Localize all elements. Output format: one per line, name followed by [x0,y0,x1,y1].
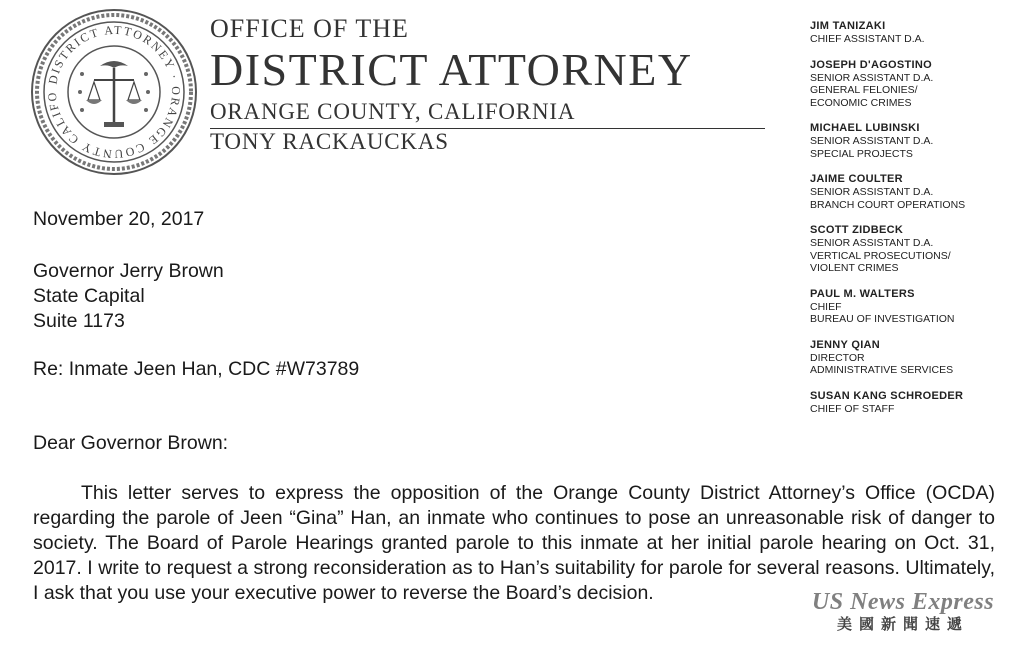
staff-title: ECONOMIC CRIMES [810,96,912,109]
staff-name: PAUL M. WALTERS [810,287,915,300]
staff-title: ADMINISTRATIVE SERVICES [810,364,954,376]
recipient-line: Suite 1173 [33,310,125,332]
staff-name: SUSAN KANG SCHROEDER [810,389,964,402]
staff-title: CHIEF ASSISTANT D.A. [810,33,925,45]
staff-entry [810,20,1020,46]
staff-title: SENIOR ASSISTANT D.A. [810,237,934,249]
staff-entry [810,122,1020,160]
staff-title: SPECIAL PROJECTS [810,147,913,160]
letter-date: November 20, 2017 [33,208,205,230]
staff-title: SENIOR ASSISTANT D.A. [810,135,934,147]
watermark-english: US News Express [811,589,995,615]
staff-name: JOSEPH D'AGOSTINO [810,58,933,71]
staff-title: BRANCH COURT OPERATIONS [810,198,966,211]
staff-title: BUREAU OF INVESTIGATION [810,313,955,325]
staff-name: JENNY QIAN [810,338,881,351]
staff-name: MICHAEL LUBINSKI [810,122,920,134]
staff-title: VIOLENT CRIMES [810,262,899,274]
recipient-line: State Capital [33,285,145,307]
seal-graphic [30,8,198,176]
staff-title: SENIOR ASSISTANT D.A. [810,186,934,198]
staff-name: JIM TANIZAKI [810,20,886,32]
county-line: ORANGE COUNTY, CALIFORNIA [210,99,576,124]
county-seal [30,8,198,176]
staff-name: JAIME COULTER [810,173,903,185]
watermark [788,589,1018,635]
recipient-block [33,259,995,334]
district-attorney-name: TONY RACKAUCKAS [210,129,449,154]
staff-title: VERTICAL PROSECUTIONS/ [810,249,951,262]
office-line: OFFICE OF THE [210,14,409,43]
watermark-chinese: 美國新聞速遞 [836,616,969,633]
subject-line: Re: Inmate Jeen Han, CDC #W73789 [33,358,360,380]
body-paragraph: This letter serves to express the opposition of the Orange County District Attorney’s Office (OCDA) regarding the parole of Jeen “Gina” Han, an inmate who continues to pose an unreasonable risk of danger to society. The Board of Parole Hearings granted parole to this inmate at her initial parole hearing on Oct. 31, 2017. I write to request a strong reconsideration as to Han’s suitability for parole for several reasons. Ultimately, I ask that you use your executive power to reverse the Board’s decision. [33,482,995,604]
staff-entry [810,173,1020,211]
staff-title: GENERAL FELONIES/ [810,84,918,96]
staff-title: DIRECTOR [810,351,865,364]
seal-text: DISTRICT ATTORNEY · ORANGE COUNTY CALIFO [44,22,184,162]
masthead [210,14,770,155]
recipient-line: Governor Jerry Brown [33,260,224,282]
staff-title: SENIOR ASSISTANT D.A. [810,71,934,84]
letter-body [33,207,995,606]
salutation: Dear Governor Brown: [33,432,229,454]
staff-name: SCOTT ZIDBECK [810,224,904,236]
office-title: DISTRICT ATTORNEY [210,44,693,95]
staff-title: CHIEF [810,300,842,313]
staff-title: CHIEF OF STAFF [810,402,895,415]
staff-entry [810,59,1020,110]
